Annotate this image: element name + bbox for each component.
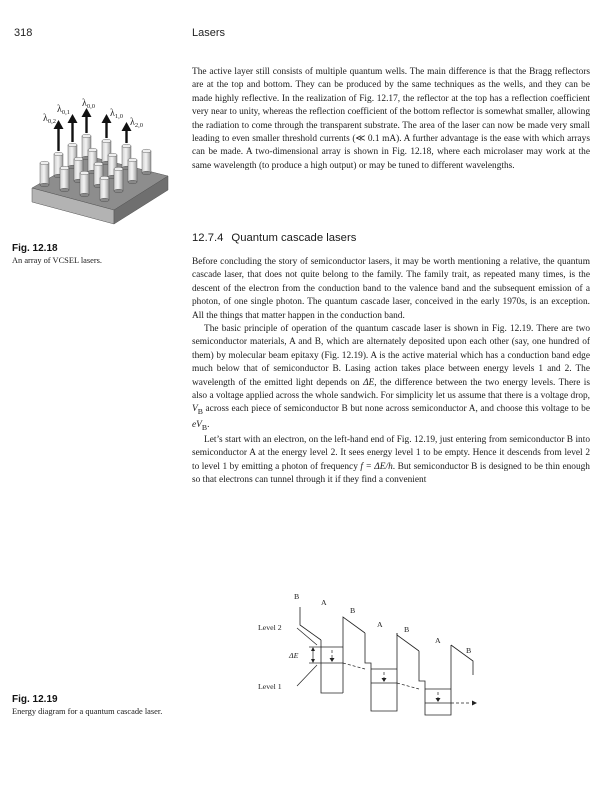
vcsel-pillar [142,149,151,175]
material-label-b: B [294,592,300,601]
figure-caption-12-19 [12,693,172,717]
vcsel-pillar [100,176,109,202]
material-label-a: A [435,636,441,645]
band-edge-well-a1 [321,640,343,693]
figure-label: Fig. 12.18 [12,243,58,254]
arrowhead [472,701,477,706]
wavelength-label-0-1: $\lambda_{0,1}$ [57,104,70,116]
band-edge-b2 [343,617,365,693]
band-edge-b3 [397,633,419,651]
figure-label: Fig. 12.19 [12,694,58,705]
figure-vcsel-array [22,98,182,228]
caption-text: An array of VCSEL lasers. [12,256,103,265]
figure-qcl-energy-diagram [255,585,495,720]
level-1-leader [297,665,317,686]
vcsel-pillar [80,171,89,197]
figure-caption-12-18 [12,242,172,266]
arrowhead [382,678,387,682]
body-paragraph-top: The active layer still consists of multiple quantum wells. The main difference is that the Bragg reflectors are at the top and bottom. They can be produced by the same techniques as the wells, and they can be made highly reflective. In the realization of Fig. 12.17, the reflector at the top has a reflection coefficient very near to unity, whereas the reflection coefficient of the bottom reflector is somewhat smaller, allowing the radiation to come through the transparent substrate. The area of the laser can now be made very small leading to even smaller threshold currents (≪ 0.1 mA). A further advantage is the ease with which arrays can be made. A two-dimensional array is shown in Fig. 12.18, where each microlaser may work at the same wavelength (to produce a high output) or may be tuned to different wavelengths. [192,67,590,171]
tunnel-arrow-1 [343,663,365,669]
band-edge-b1 [300,607,321,640]
vcsel-pillar [40,161,49,187]
running-title: Lasers [192,27,226,39]
body-section-text [192,256,590,488]
page-number: 318 [14,27,33,39]
arrowhead [311,647,315,651]
material-label-a: A [321,598,327,607]
delta-e-label: ΔE [289,651,299,660]
band-edge-well-a2 [365,633,397,711]
band-edge-well-a3 [419,645,451,715]
vcsel-pillar [60,166,69,192]
wavelength-label-0-2: $\lambda_{0,2}$ [43,113,56,125]
section-number: 12.7.4 [192,232,224,244]
arrowhead [311,659,315,663]
wavelength-label-1-0: $\lambda_{1,0}$ [110,108,123,120]
paragraph-intro: Before concluding the story of semiconductor lasers, it may be worth mentioning a relative, the quantum cascade laser, that does not quite belong to the family. The family trait, as repeated many times, is the descent of the electron from the conduction band to the valence band and the subsequent emission of a photon, of one single photon. The quantum cascade laser, conceived in the early 1970s, is an exception. All the things that matter happen in the conduction band. [192,257,590,321]
paragraph-principle: The basic principle of operation of the quantum cascade laser is shown in Fig. 12.19. There are two semiconductor materials, A and B, which are alternately deposited upon each other (say, one hundred of them) by molecular beam epitaxy (Fig. 12.19). A is the active material which has a conduction band edge much below that of semiconductor B. Lasing action takes place between energy levels 1 and 2. The wavelength of the emitted light depends on ΔE, the difference between the two energy levels. There is also a voltage applied across the whole sandwich. For simplicity let us assume that there is a voltage drop, $V_B$ across each piece of semiconductor B but none across semiconductor A, and choose this voltage to be $eV_B$. [192,324,590,432]
arrowhead [436,698,441,702]
section-heading [192,232,356,244]
tunnel-arrow-2 [397,683,419,689]
material-label-b: B [404,625,410,634]
level-2-label: Level 2 [258,623,282,632]
section-title: Quantum cascade lasers [231,232,357,244]
paragraph-electron: Let’s start with an electron, on the left-hand end of Fig. 12.19, just entering from semiconductor B into semiconductor A at the energy level 2. It sees energy level 1 to be empty. Hence it descends from level 2 to level 1 by emitting a photon of frequency f = ΔE/h. But semiconductor B is designed to be thin enough so that electrons can tunnel through it if they find a convenient [192,435,590,486]
level-1-label: Level 1 [258,682,282,691]
arrowhead [330,658,335,662]
caption-text: Energy diagram for a quantum cascade laser. [12,707,163,716]
wavelength-label-0-0: $\lambda_{0,0}$ [82,98,95,110]
material-label-b: B [466,646,472,655]
level-2-leader [297,628,317,645]
vcsel-pillar [128,158,137,184]
wavelength-label-2-0: $\lambda_{2,0}$ [130,117,143,129]
vcsel-pillar [114,167,123,193]
material-label-b: B [350,606,356,615]
material-label-a: A [377,620,383,629]
